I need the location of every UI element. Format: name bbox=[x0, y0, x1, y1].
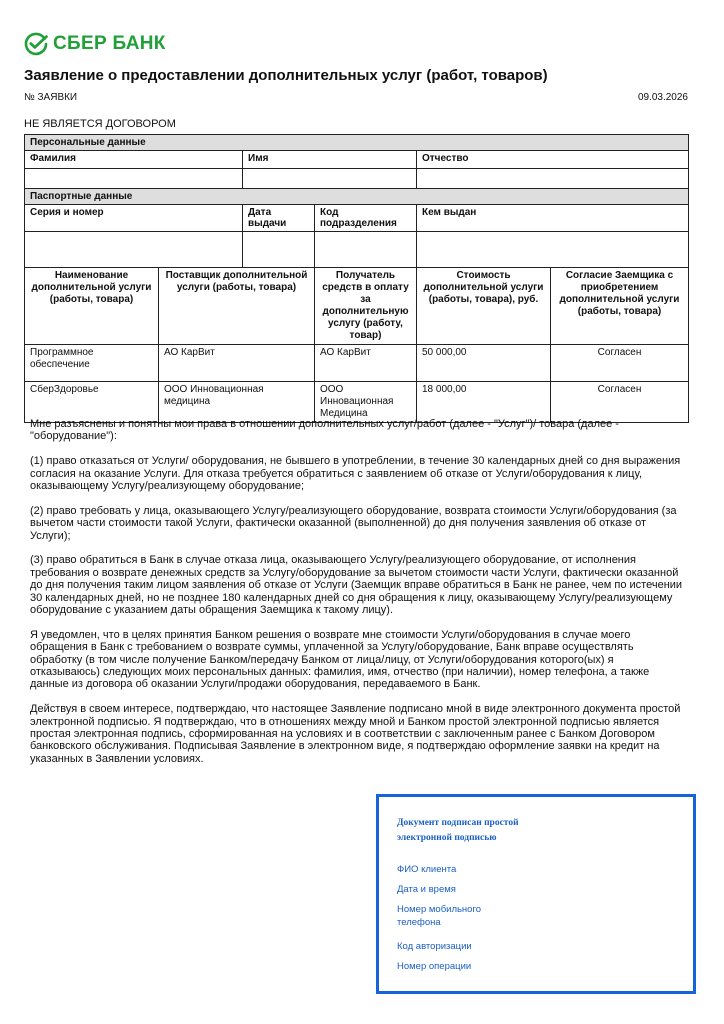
issued-by-value bbox=[417, 232, 689, 268]
service-provider-cell: ООО Инновационная медицина bbox=[159, 382, 315, 423]
services-header-row bbox=[25, 268, 689, 345]
table-row bbox=[25, 345, 689, 382]
passport-data-header-row bbox=[25, 189, 689, 205]
service-name-header: Наименование дополнительной услуги (работы, товара) bbox=[25, 268, 159, 345]
rights-intro-paragraph: Мне разъяснены и понятны мои права в отношении дополнительных услуг/работ (далее - "Услуг")/ товара (далее - "оборудование"): bbox=[30, 418, 619, 443]
department-code-value bbox=[315, 232, 417, 268]
series-number-value bbox=[25, 232, 243, 268]
right-2-paragraph: (2) право требовать у лица, оказывающего Услугу/реализующего оборудование, возврата стоимости Услуги/оборудования (за вычетом части стоимости такой Услуги, фактически оказанной (выполненной) до дня получения заявления об отказе от Услуги); bbox=[30, 504, 677, 542]
table-row bbox=[25, 382, 689, 423]
sber-logo-icon bbox=[24, 32, 48, 56]
service-provider-header: Поставщик дополнительной услуги (работы, товара) bbox=[159, 268, 315, 345]
service-name-cell: Программное обеспечение bbox=[25, 345, 159, 382]
signature-stamp-title: Документ подписан простой электронной подписью bbox=[397, 818, 519, 843]
document-title: Заявление о предоставлении дополнительных услуг (работ, товаров) bbox=[24, 67, 548, 84]
date-time-label: Дата и время bbox=[397, 884, 456, 895]
right-3-paragraph: (3) право обратиться в Банк в случае отказа лица, оказывающего Услугу/реализующего оборудование, от исполнения требования о возврате денежных средств за Услугу/оборудование за вычетом стоимости части Услуги, фактически оказанной до дня получения таким лицом заявления об отказе от Услуги (Заемщик вправе обратиться в Банк не ранее, чем по истечении 30 календарных дней, но не позднее 180 календарных дней со дня обращения к лицу, оказывающему Услугу/реализующему оборудование с указанием даты обращения Заемщика к такому лицу). bbox=[30, 554, 683, 617]
service-cost-cell: 50 000,00 bbox=[417, 345, 551, 382]
personal-values-row bbox=[25, 169, 689, 189]
mobile-phone-label: Номер мобильного телефона bbox=[397, 904, 482, 928]
borrower-consent-cell: Согласен bbox=[551, 382, 689, 423]
surname-label: Фамилия bbox=[25, 151, 243, 169]
issued-by-label: Кем выдан bbox=[417, 205, 689, 232]
passport-data-section-title: Паспортные данные bbox=[25, 189, 689, 205]
header-logo bbox=[24, 32, 166, 56]
funds-recipient-header: Получатель средств в оплату за дополнительную услугу (работу, товар) bbox=[315, 268, 417, 345]
name-label: Имя bbox=[243, 151, 417, 169]
personal-data-notice-paragraph: Я уведомлен, что в целях принятия Банком решения о возврате мне стоимости Услуги/оборудования в случае моего обращения в Банк с требованием о возврате суммы, уплаченной за Услугу/оборудование, Банк вправе осуществлять обработку (в том числе получение Банком/передачу Банком от лица/лицу, от Услуги/оборудования которого(ых) я отказываюсь) следующих моих персональных данных: фамилия, имя, отчество (при наличии), номер телефона, а также данные из договора об оказании Услуги/продажи оборудования, передаваемого в Банк. bbox=[30, 628, 650, 691]
borrower-consent-header: Согласие Заемщика с приобретением дополнительной услуги (работы, товара) bbox=[551, 268, 689, 345]
logo-text: СБЕР БАНК bbox=[53, 33, 166, 54]
patronymic-label: Отчество bbox=[417, 151, 689, 169]
electronic-signature-stamp bbox=[376, 794, 696, 994]
rights-text-block bbox=[30, 418, 684, 778]
personal-data-section-title: Персональные данные bbox=[25, 135, 689, 151]
electronic-signature-paragraph: Действуя в своем интересе, подтверждаю, что настоящее Заявление подписано мной в виде электронного документа простой электронной подписью. Я подтверждаю, что в отношениях между мной и Банком простой электронной подписью является простая электронная подпись, сформированная на условиях и в соответствии с заключенным ранее с Банком Договором банковского обслуживания. Подписывая Заявление в электронном виде, я подтверждаю оформление заявки на кредит на указанных в Заявлении условиях. bbox=[30, 703, 681, 765]
not-contract-notice: НЕ ЯВЛЯЕТСЯ ДОГОВОРОМ bbox=[24, 118, 176, 130]
right-1-paragraph: (1) право отказаться от Услуги/ оборудования, не бывшего в употреблении, в течение 30 календарных дней со дня выражения согласия на оказание Услуги. Для отказа требуется обратиться с заявлением об отказе от Услуги/оборудования к лицу, оказывающему Услугу/реализующему оборудование; bbox=[30, 455, 681, 493]
auth-code-label: Код авторизации bbox=[397, 941, 472, 952]
personal-data-header-row bbox=[25, 135, 689, 151]
name-value bbox=[243, 169, 417, 189]
operation-number-label: Номер операции bbox=[397, 961, 472, 972]
surname-value bbox=[25, 169, 243, 189]
funds-recipient-cell: АО КарВит bbox=[315, 345, 417, 382]
application-form-table bbox=[24, 134, 689, 423]
issue-date-label: Дата выдачи bbox=[243, 205, 315, 232]
personal-labels-row bbox=[25, 151, 689, 169]
department-code-label: Код подразделения bbox=[315, 205, 417, 232]
document-date: 09.03.2026 bbox=[637, 92, 688, 103]
patronymic-value bbox=[417, 169, 689, 189]
service-cost-cell: 18 000,00 bbox=[417, 382, 551, 423]
issue-date-value bbox=[243, 232, 315, 268]
passport-values-row bbox=[25, 232, 689, 268]
passport-labels-row bbox=[25, 205, 689, 232]
application-number-label: № ЗАЯВКИ bbox=[24, 92, 78, 103]
funds-recipient-cell: ООО Инновационная Медицина bbox=[315, 382, 417, 423]
client-name-label: ФИО клиента bbox=[397, 864, 457, 875]
series-number-label: Серия и номер bbox=[25, 205, 243, 232]
service-name-cell: СберЗдоровье bbox=[25, 382, 159, 423]
service-provider-cell: АО КарВит bbox=[159, 345, 315, 382]
borrower-consent-cell: Согласен bbox=[551, 345, 689, 382]
service-cost-header: Стоимость дополнительной услуги (работы, товара), руб. bbox=[417, 268, 551, 345]
